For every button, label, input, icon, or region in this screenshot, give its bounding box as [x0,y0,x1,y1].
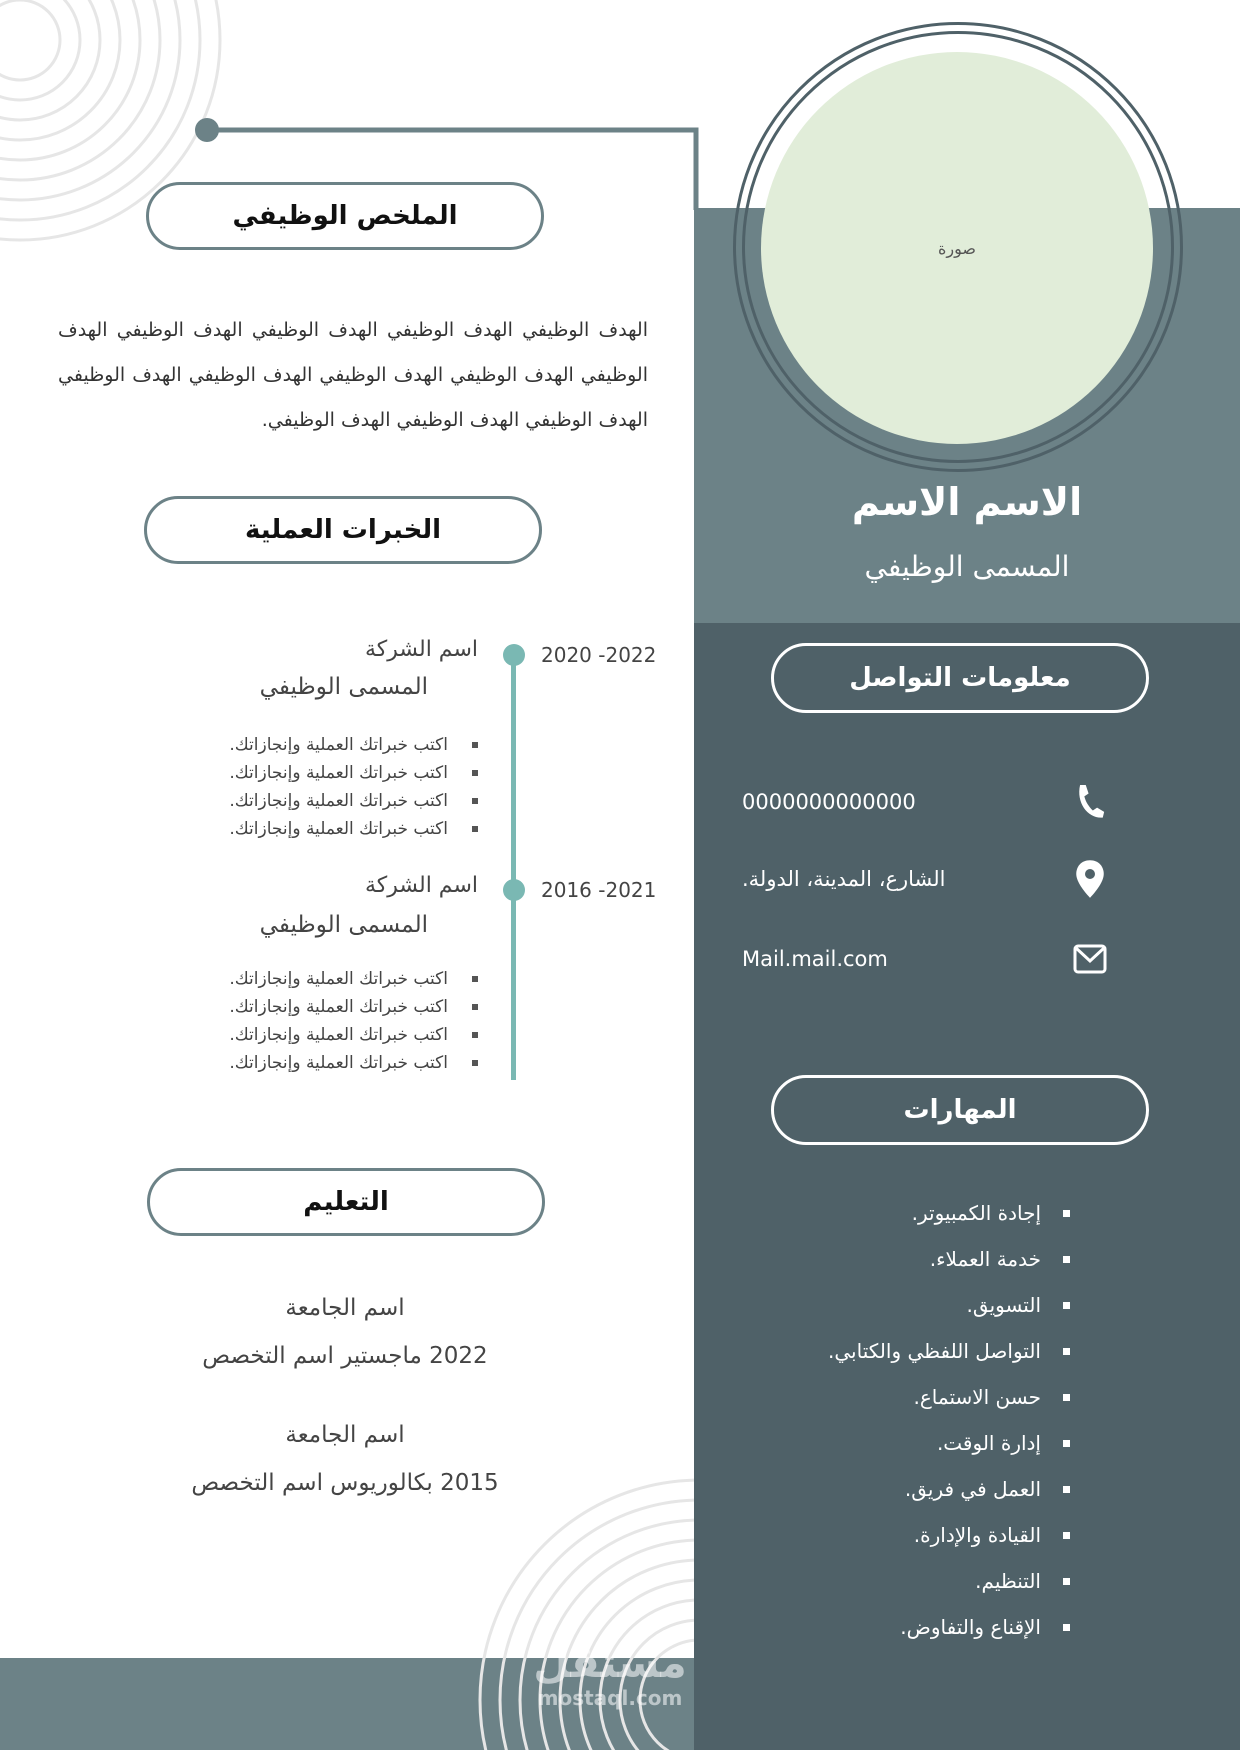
mail-icon [1070,939,1110,979]
education-degree: 2015 بكالوريوس اسم التخصص [191,1470,499,1496]
location-pin-icon [1070,859,1110,899]
timeline-dot [503,644,525,666]
skills-list [690,1190,1070,1650]
experience-bullets [178,965,478,1077]
experience-heading-label: الخبرات العملية [244,515,442,545]
skills-heading-label: المهارات [903,1095,1017,1125]
skill-item: التنظيم. [690,1558,1070,1604]
person-job-title: المسمى الوظيفي [864,550,1070,583]
education-university: اسم الجامعة [285,1295,405,1321]
watermark-domain: mostaql.com [537,1686,683,1710]
skill-item: حسن الاستماع. [690,1374,1070,1420]
experience-bullet: اكتب خبراتك العملية وإنجازاتك. [178,731,478,759]
contact-address [742,859,1110,899]
experience-date: 2020 -2022 [541,643,657,667]
skill-item: القيادة والإدارة. [690,1512,1070,1558]
experience-bullet: اكتب خبراتك العملية وإنجازاتك. [178,993,478,1021]
experience-role: المسمى الوظيفي [259,912,428,938]
summary-text: الهدف الوظيفي الهدف الوظيفي الهدف الوظيفي الهدف الوظيفي الهدف الوظيفي الهدف الوظيفي الهدف الوظيفي الهدف الوظيفي الهدف الوظيفي الهدف الوظيفي الهدف الوظيفي الهدف الوظيفي. [58,319,648,431]
skill-item: العمل في فريق. [690,1466,1070,1512]
experience-bullets [178,731,478,843]
skill-item: إجادة الكمبيوتر. [690,1190,1070,1236]
education-heading-label: التعليم [303,1187,389,1217]
education-degree: 2022 ماجستير اسم التخصص [202,1343,488,1369]
experience-bullet: اكتب خبراتك العملية وإنجازاتك. [178,1021,478,1049]
experience-date: 2016 -2021 [541,878,657,902]
skill-item: التواصل اللفظي والكتابي. [690,1328,1070,1374]
watermark [520,1640,700,1710]
email-text: Mail.mail.com [742,947,888,971]
experience-company: اسم الشركة [364,637,478,662]
education-heading [147,1168,545,1236]
experience-bullet: اكتب خبراتك العملية وإنجازاتك. [178,965,478,993]
skill-item: خدمة العملاء. [690,1236,1070,1282]
experience-role: المسمى الوظيفي [259,674,428,700]
skill-item: الإقناع والتفاوض. [690,1604,1070,1650]
watermark-logo: مستقل [533,1638,687,1687]
contact-heading [771,643,1149,713]
photo-label: صورة [938,238,976,258]
contact-phone [742,782,1110,822]
skills-heading [771,1075,1149,1145]
skill-item: إدارة الوقت. [690,1420,1070,1466]
profile-photo [761,52,1153,444]
skill-item: التسويق. [690,1282,1070,1328]
experience-company: اسم الشركة [364,873,478,898]
phone-text: 0000000000000 [742,790,916,814]
timeline-dot [503,879,525,901]
timeline-line [511,650,516,1080]
summary-heading [146,182,544,250]
phone-icon [1070,782,1110,822]
contact-email [742,939,1110,979]
experience-bullet: اكتب خبراتك العملية وإنجازاتك. [178,759,478,787]
experience-bullet: اكتب خبراتك العملية وإنجازاتك. [178,1049,478,1077]
experience-bullet: اكتب خبراتك العملية وإنجازاتك. [178,787,478,815]
address-text: الشارع، المدينة، الدولة. [742,867,946,891]
person-name: الاسم الاسم [851,480,1083,524]
education-university: اسم الجامعة [285,1422,405,1448]
experience-heading [144,496,542,564]
experience-bullet: اكتب خبراتك العملية وإنجازاتك. [178,815,478,843]
contact-heading-label: معلومات التواصل [849,663,1071,693]
summary-heading-label: الملخص الوظيفي [232,201,458,231]
